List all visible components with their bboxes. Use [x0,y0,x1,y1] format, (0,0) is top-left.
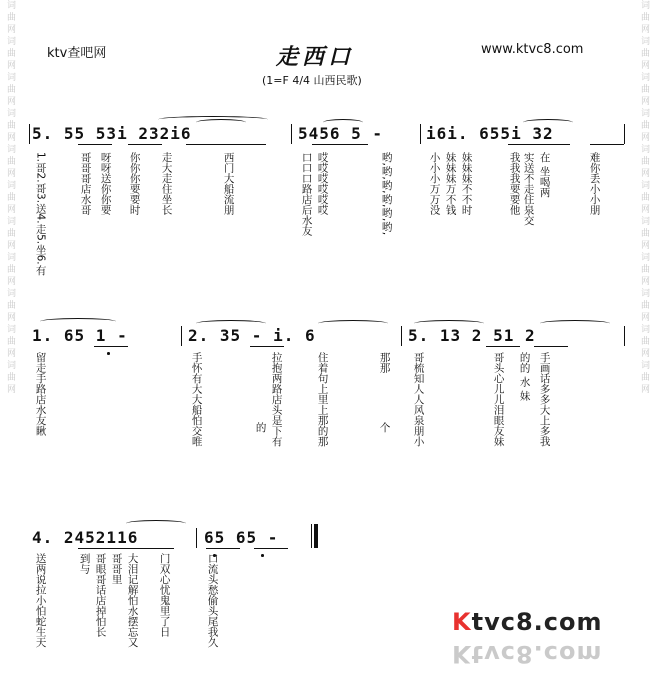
logo-text: tvc8.com [471,608,603,636]
lyric-col: 小小小万万没 [428,152,441,215]
barline [291,124,292,144]
beam [78,548,174,549]
lyric-col: 哟,哟,哟,哟,哟,哟, [380,152,393,236]
beam [206,548,240,549]
notes-measure-4: 1. 65 1 - [32,326,128,345]
lyric-col: 难你丢小小朋 [588,152,601,215]
lyric-col: 哥眼哥话店掉怕长 [94,553,107,637]
slur [318,320,388,327]
key-signature: (1=F 4/4 山西民歌) [262,74,362,87]
lyric-col: 手画话多多大上多我 [538,352,551,447]
lyric-col: 呀呀送你你要 [99,152,112,215]
slur [523,119,573,126]
lyric-col: 口流头愁偷头尾我久 [206,553,219,648]
notes-measure-2: 5456 5 - [298,124,384,143]
slur [40,318,116,325]
slur [196,119,246,126]
final-barline-thick [314,524,318,548]
lyric-col: 哥梳知人人风泉朋小 [412,352,425,447]
site-name-left: ktv查吧网 [47,46,107,61]
lyric-col: 留走手路店水友瞅 [34,352,47,436]
beam [128,144,162,145]
beam [312,144,368,145]
notes-measure-6: 5. 13 2 51 2 [408,326,536,345]
lyric-col: 的的 水 妹 [518,352,531,401]
lyric-col: 妹妹妹万不钱 [444,152,457,215]
beam [94,346,128,347]
lyric-col: 住着句上里上那的那 [316,352,329,447]
barline [401,326,402,346]
notes-measure-5: 2. 35 - i. 6 [188,326,316,345]
lyric-col: 口口口路店后水友 [300,152,313,236]
side-watermark-right: 词曲网词曲网词曲网词曲网词曲网词曲网词曲网词曲网词曲网词曲网词曲网 [639,0,649,396]
notes-measure-8: 65 65 - [204,528,279,547]
slur [540,320,610,327]
lyric-col: 实送不走住泉交 [522,152,535,226]
ktvc8-logo-reflection: Ktvc8.com [452,640,603,668]
low-octave-dot [107,352,110,355]
lyric-col: 到与 [78,553,91,574]
low-octave-dot [261,554,264,557]
song-title: 走西口 [276,44,355,70]
lyric-col: 哎哎哎哎哎哎 [316,152,329,215]
barline [624,326,625,346]
lyric-col: 西门大船流朋 [222,152,235,215]
barline [181,326,182,346]
beam [486,346,520,347]
beam [508,144,570,145]
slur [126,520,186,527]
lyric-col: 拉抱两路店头是下有 [270,352,283,447]
lyric-col: 你你你要要时 [128,152,141,215]
site-url-right: www.ktvc8.com [481,42,584,57]
ktvc8-logo [452,608,603,636]
lyric-col: 送两说拉小怕蛇生天 [34,553,47,648]
lyric-col: 1.哥2.哥3.送4.走5.坐6.有 [34,152,47,276]
lyric-col: 那那 [378,352,391,373]
beam [186,144,266,145]
beam [78,144,112,145]
beam [250,346,284,347]
notes-measure-7: 4. 2452116 [32,528,139,547]
beam [534,346,568,347]
beam [254,548,288,549]
beam [590,144,624,145]
barline [624,124,625,144]
side-watermark-left: 词曲网词曲网词曲网词曲网词曲网词曲网词曲网词曲网词曲网词曲网词曲网 [5,0,15,396]
notes-measure-1: 5. 55 53i 232i6 [32,124,192,143]
lyric-col: 我我我要要他 [508,152,521,215]
lyric-col: 的 [254,422,267,433]
slur [323,119,363,126]
notes-measure-3: i6i. 655i 32 [426,124,554,143]
lyric-col: 哥头心儿儿泪眼友妹 [492,352,505,447]
logo-red-letter: K [452,608,472,636]
barline [420,124,421,144]
slur [196,320,266,327]
lyric-col: 妹妹妹不不时 [460,152,473,215]
final-barline-thin [311,524,312,548]
lyric-col: 哥哥哥店水哥 [79,152,92,215]
lyric-col: 大泪记解怕水摆忘又 [126,553,139,648]
lyric-col: 门双心忧鬼里了日 [158,553,171,637]
lyric-col: 个 [378,422,391,433]
barline [196,528,197,548]
lyric-col: 走大走住坐长 [160,152,173,215]
slur [414,320,484,327]
barline [29,124,30,144]
lyric-col: 哥哥里 [110,553,123,585]
lyric-col: 手怀有大大船怕交唯 [190,352,203,447]
lyric-col: 在 坐喝两 [538,152,551,198]
